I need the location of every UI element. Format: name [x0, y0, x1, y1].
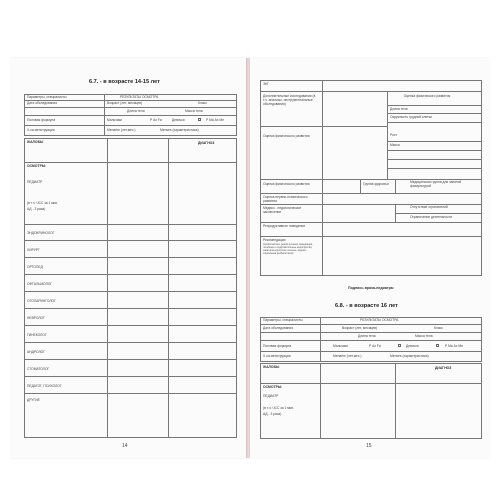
boys-label: Мальчики: [107, 118, 122, 122]
complaints-label: ЖАЛОБЫ: [27, 140, 44, 144]
girls-code-16: Р Ма Ах Ме: [445, 344, 464, 348]
girls-label-16: Девочки: [406, 344, 419, 348]
menarche-age-label: Menarhe (лет,мес.): [107, 128, 136, 132]
params-label-16: Параметры, специалисты: [263, 318, 303, 322]
bp-note-16: АД - 3 раза): [263, 412, 282, 416]
specialist-endocrinologist: ЭНДОКРИНОЛОГ: [27, 231, 55, 235]
diagnosis-label-16: ДИАГНОЗ: [435, 366, 452, 370]
exam-table-16: [260, 363, 482, 439]
specialist-dentist: СТОМАТОЛОГ: [27, 367, 50, 371]
chest-label: Окружность грудной клетки: [390, 115, 432, 119]
menses-label: Menses (характеристика): [160, 128, 199, 132]
complaints-label-16: ЖАЛОБЫ: [263, 365, 280, 369]
page-number-right: 15: [366, 443, 372, 449]
age-label: Возраст (лет, месяцев): [107, 101, 143, 105]
diagnosis-label: ДИАГНОЗ: [198, 141, 215, 145]
menarche-label: Х-ха менструации: [27, 128, 55, 132]
recommendations-note: (профилактика, режим питания, вакцинация, лечебные и оздоровительные мероприятия, санаторно-курортное лечение, медико-социальная реабилитация): [263, 243, 313, 255]
specialist-neurologist: НЕВРОЛОГ: [27, 316, 45, 320]
ped-conclusion-label: Медико - педагогическое заключение: [263, 206, 302, 214]
specialist-gynecologist: ГИНЕКОЛОГ: [27, 333, 47, 337]
exam-date-label: Дата обследования: [27, 101, 57, 105]
physical-development-label: Оценка физического развития: [263, 134, 310, 138]
pediatrician-label-16: ПЕДИАТР: [263, 394, 279, 398]
girls-label: Девочки: [172, 118, 185, 122]
rost-label: Рост: [390, 133, 398, 137]
specialist-otolaryngologist: ОТОЛАРИНГОЛОГ: [27, 299, 56, 303]
age-label-16: Возраст (лет, месяцев): [342, 326, 378, 330]
results-header-16: РЕЗУЛЬТАТЫ ОСМОТРА: [360, 318, 399, 322]
class-label: Класс: [198, 101, 207, 105]
boys-code-16: Р Ах Fa: [369, 344, 381, 348]
health-group-label: Группа здоровья: [363, 182, 389, 186]
recommendations-label: Рекомендации: [263, 238, 286, 242]
body-length-label: Длина тела: [127, 109, 145, 113]
menarche-age-label-16: Menarhe (лет,мес.): [333, 354, 362, 358]
sex-formula-label: Половая формула: [27, 118, 56, 122]
pe-group-label: Медицинская группа для занятий физкультурой: [410, 180, 462, 188]
massa-label: Масса: [390, 143, 400, 147]
height-label: Длина тела: [390, 107, 408, 111]
section-title-16: 6.8. - в возрасте 16 лет: [335, 303, 398, 309]
boys-label-16: Мальчики: [333, 344, 348, 348]
pediatrician-label: ПЕДИАТР: [27, 180, 43, 184]
sex-formula-label-16: Половая формула: [263, 344, 292, 348]
params-label: Параметры, специалисты: [27, 95, 67, 99]
menses-label-16: Menses (характеристика): [390, 354, 429, 358]
ekg-label: ЭКГ: [263, 82, 270, 86]
reproductive-label: Репродуктивное поведение: [263, 224, 306, 228]
section-title: 6.7. - в возрасте 14-15 лет: [89, 79, 160, 85]
specialist-orthopedist: ОРТОПЕД: [27, 265, 43, 269]
bp-note: АД - 3 раза): [27, 207, 46, 211]
right-page: [250, 58, 490, 458]
specialist-ophthalmologist: ОФТАЛЬМОЛОГ: [27, 282, 53, 286]
signature-label: Подпись врача-педиатра:: [348, 286, 395, 290]
girls-checkbox-16[interactable]: [436, 344, 439, 347]
specialist-surgeon: ХИРУРГ: [27, 248, 40, 252]
girls-checkbox[interactable]: [198, 118, 201, 121]
exam-date-label-16: Дата обследования: [263, 326, 293, 330]
page-number-left: 14: [122, 443, 128, 449]
hr-note-16: (в т.ч. ЧСС за 1 мин,: [263, 406, 295, 410]
results-header: РЕЗУЛЬТАТЫ ОСМОТРА: [120, 95, 159, 99]
no-restrictions-label: Отсутствие ограничений: [410, 205, 448, 209]
menarche-label-16: Х-ха менструации: [263, 354, 291, 358]
boys-code: Р Ах Fa: [150, 118, 162, 122]
exams-label-16: ОСМОТРЫ:: [263, 385, 283, 389]
body-mass-label-16: Масса тела: [415, 334, 433, 338]
body-length-label-16: Длина тела: [358, 334, 376, 338]
specialist-other: ДРУГИЕ: [27, 398, 40, 402]
girls-code: Р Ма Ах Ме: [206, 118, 225, 122]
specialist-andrologist: АНДРОЛОГ: [27, 350, 45, 354]
exams-label: ОСМОТРЫ:: [27, 164, 47, 168]
neuro-psych-label: Оценка нервно-психического развития: [263, 195, 308, 203]
boys-checkbox-16[interactable]: [398, 344, 401, 347]
body-mass-label: Масса тела: [185, 109, 203, 113]
additional-research-label: Дополнительные исследования (в т.ч. анализы, инструментальные обследования): [263, 94, 316, 106]
physical-development-top: Оценка физического развития: [403, 94, 451, 98]
specialist-teacher-psychologist: ПЕДАГОГ, ПСИХОЛОГ: [27, 384, 62, 388]
class-label-16: Класс: [434, 326, 443, 330]
phys-group-label: Оценка физического развития: [263, 182, 310, 186]
left-page: [10, 58, 248, 458]
restrictions-label: Ограничение деятельности: [410, 215, 453, 219]
hr-note: (в т.ч. ЧСС за 1 мин,: [27, 201, 59, 205]
